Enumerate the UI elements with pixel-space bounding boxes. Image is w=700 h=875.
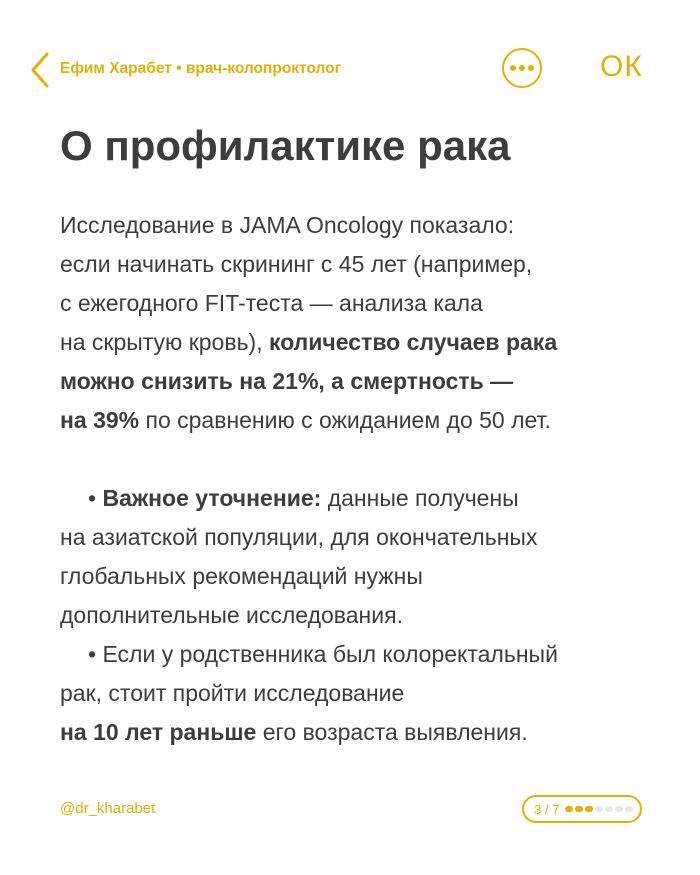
page-dots bbox=[565, 806, 633, 812]
text-normal: его возраста выявления. bbox=[256, 719, 528, 745]
text-normal: Если у родственника был колоректальный bbox=[102, 641, 558, 667]
page-counter: 3 / 7 bbox=[534, 801, 560, 817]
paragraph-study bbox=[60, 206, 660, 440]
text-line bbox=[60, 362, 660, 401]
text-line bbox=[60, 479, 660, 518]
page-dot bbox=[595, 806, 603, 812]
bullet-relative-history bbox=[60, 635, 660, 752]
bullet-important-note bbox=[60, 479, 660, 635]
text-bold: количество случаев рака bbox=[269, 329, 558, 355]
text-line bbox=[60, 635, 660, 674]
text-line: с ежегодного FIT-теста — анализа кала bbox=[60, 290, 483, 316]
text-line: Исследование в JAMA Oncology показало: bbox=[60, 212, 515, 238]
page-dot bbox=[565, 806, 573, 812]
text-line: дополнительные исследования. bbox=[60, 602, 403, 628]
text-normal: по сравнению с ожиданием до 50 лет. bbox=[139, 407, 551, 433]
back-button[interactable] bbox=[28, 50, 54, 90]
text-normal: на скрытую кровь), bbox=[60, 329, 269, 355]
author-name: Ефим Харабет • врач-колопроктолог bbox=[60, 60, 342, 77]
page-title: О профилактике рака bbox=[60, 122, 511, 169]
ok-button[interactable]: ОК bbox=[600, 50, 643, 83]
chevron-left-icon bbox=[28, 50, 52, 90]
page-dot bbox=[615, 806, 623, 812]
text-line bbox=[60, 713, 660, 752]
post-body bbox=[60, 206, 660, 752]
more-horizontal-icon-dot bbox=[528, 65, 534, 71]
page-dot bbox=[575, 806, 583, 812]
more-horizontal-icon-dot bbox=[519, 65, 525, 71]
text-line: на азиатской популяции, для окончательных bbox=[60, 524, 538, 550]
bullet-marker: • bbox=[88, 641, 103, 667]
author-handle: @dr_kharabet bbox=[60, 800, 156, 817]
text-line: рак, стоит пройти исследование bbox=[60, 680, 405, 706]
text-bold: Важное уточнение: bbox=[102, 485, 322, 511]
text-line: глобальных рекомендаций нужны bbox=[60, 563, 423, 589]
text-normal: данные получены bbox=[321, 485, 519, 511]
spacer bbox=[60, 440, 660, 479]
more-horizontal-icon bbox=[510, 65, 516, 71]
bullet-marker: • bbox=[88, 485, 103, 511]
text-line bbox=[60, 323, 660, 362]
page-dot bbox=[625, 806, 633, 812]
page-dot bbox=[605, 806, 613, 812]
text-bold: на 10 лет раньше bbox=[60, 719, 257, 745]
text-bold: можно снизить на 21%, а смертность — bbox=[60, 368, 514, 394]
text-line bbox=[60, 401, 660, 440]
header bbox=[28, 48, 648, 92]
text-line: если начинать скрининг с 45 лет (например, bbox=[60, 251, 533, 277]
page-dot bbox=[585, 806, 593, 812]
text-bold: на 39% bbox=[60, 407, 140, 433]
more-options-button[interactable] bbox=[502, 48, 542, 88]
page-indicator bbox=[522, 795, 642, 823]
